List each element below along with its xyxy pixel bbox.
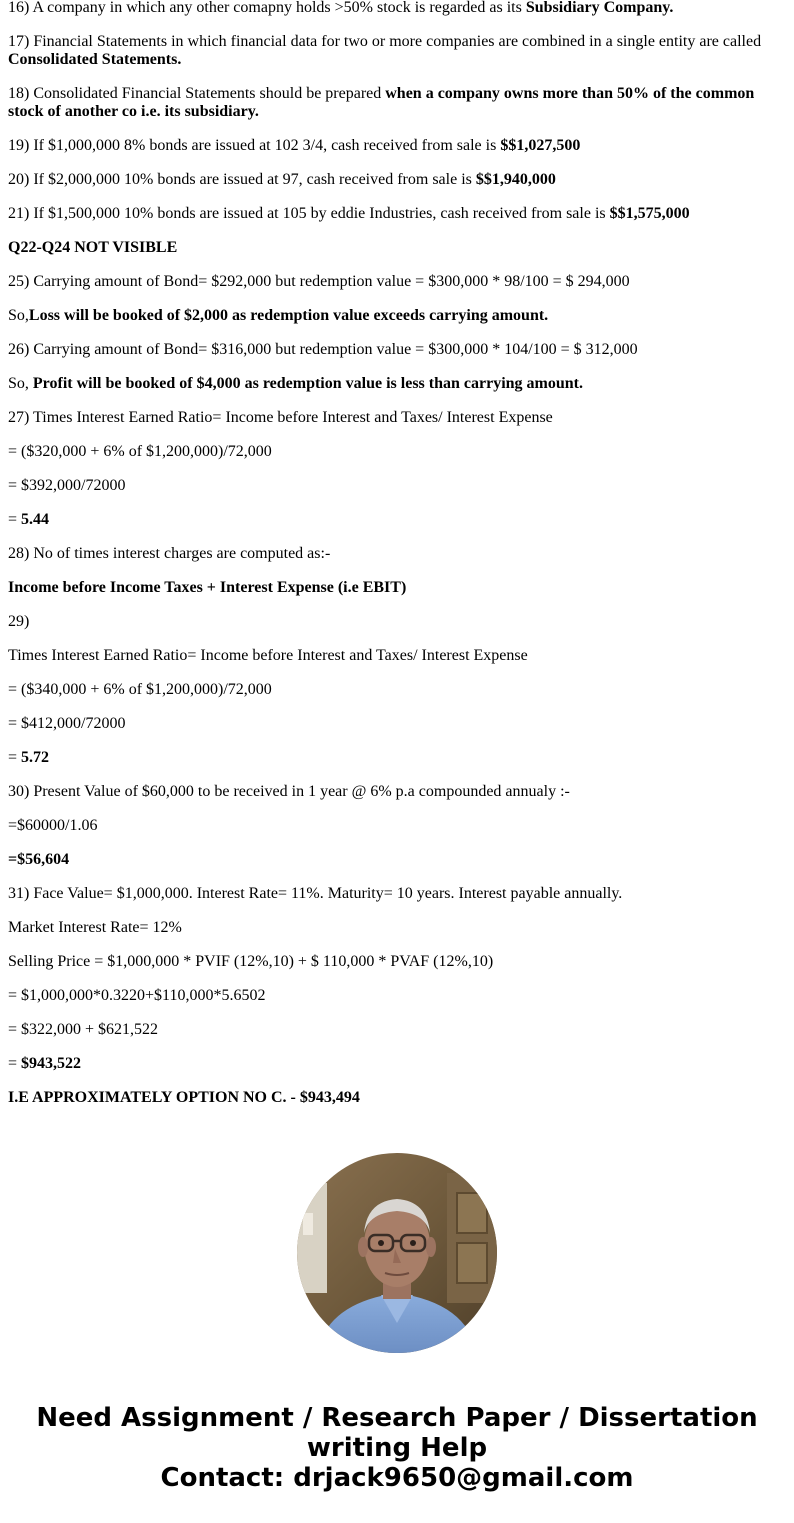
answer-text: 31) Face Value= $1,000,000. Interest Rate= 11%. Maturity= 10 years. Interest payable annually. — [8, 885, 623, 902]
answer-bold-text: 5.44 — [21, 511, 50, 528]
answer-text: Times Interest Earned Ratio= Income before Interest and Taxes/ Interest Expense — [8, 647, 528, 664]
answer-bold-text: =$56,604 — [8, 851, 70, 868]
answer-text: = — [8, 749, 22, 766]
answer-paragraph — [8, 443, 778, 461]
answer-bold-text: 5.72 — [21, 749, 50, 766]
answer-bold-text: $$1,940,000 — [475, 171, 556, 188]
footer-contact — [0, 1403, 794, 1493]
footer-line-3: Contact: drjack9650@gmail.com — [160, 1463, 634, 1493]
answer-bold-text: I.E APPROXIMATELY OPTION NO C. - $943,494 — [8, 1089, 360, 1106]
answer-paragraph — [8, 409, 778, 427]
answer-text: = — [8, 1055, 22, 1072]
answer-paragraph — [8, 341, 778, 359]
answer-text: = $392,000/72000 — [8, 477, 126, 494]
answer-paragraph — [8, 171, 778, 189]
answer-paragraph — [8, 205, 778, 223]
footer-line-2: writing Help — [306, 1433, 488, 1463]
answer-paragraph — [8, 715, 778, 733]
answer-paragraph — [8, 749, 778, 767]
answer-paragraph — [8, 85, 778, 121]
answer-text: So, — [8, 307, 29, 324]
answer-text: 17) Financial Statements in which financial data for two or more companies are combined in a single entity are called — [8, 33, 762, 50]
answer-text: 27) Times Interest Earned Ratio= Income before Interest and Taxes/ Interest Expense — [8, 409, 553, 426]
answer-text: 30) Present Value of $60,000 to be received in 1 year @ 6% p.a compounded annualy :- — [8, 783, 570, 800]
answer-paragraph — [8, 307, 778, 325]
answer-text: = ($320,000 + 6% of $1,200,000)/72,000 — [8, 443, 272, 460]
answer-paragraph — [8, 511, 778, 529]
answer-text: 26) Carrying amount of Bond= $316,000 but redemption value = $300,000 * 104/100 = $ 312,000 — [8, 341, 638, 358]
answer-paragraph — [8, 579, 778, 597]
answer-bold-text: Profit will be booked of $4,000 as redemption value is less than carrying amount. — [32, 375, 583, 392]
answer-paragraph — [8, 273, 778, 291]
answer-paragraph — [8, 817, 778, 835]
answer-paragraph — [8, 613, 778, 631]
answer-bold-text: Consolidated Statements. — [8, 51, 182, 68]
answer-text: 18) Consolidated Financial Statements should be prepared — [8, 85, 386, 102]
answer-text: = $1,000,000*0.3220+$110,000*5.6502 — [8, 987, 266, 1004]
answer-paragraph — [8, 1021, 778, 1039]
answer-paragraph — [8, 239, 778, 257]
answer-bold-text: $$1,575,000 — [609, 205, 690, 222]
answer-text: = $412,000/72000 — [8, 715, 126, 732]
answer-text: 25) Carrying amount of Bond= $292,000 but redemption value = $300,000 * 98/100 = $ 294,000 — [8, 273, 630, 290]
answer-text: =$60000/1.06 — [8, 817, 98, 834]
answer-bold-text: Loss will be booked of $2,000 as redemption value exceeds carrying amount. — [28, 307, 549, 324]
answer-bold-text: Subsidiary Company. — [525, 0, 674, 16]
answer-text: = $322,000 + $621,522 — [8, 1021, 159, 1038]
answer-paragraph — [8, 987, 778, 1005]
answer-paragraph — [8, 851, 778, 869]
answer-bold-text: Q22-Q24 NOT VISIBLE — [8, 239, 178, 256]
answer-paragraph — [8, 783, 778, 801]
answer-bold-text: Income before Income Taxes + Interest Expense (i.e EBIT) — [8, 579, 407, 596]
author-avatar — [297, 1153, 497, 1353]
answer-text: 21) If $1,500,000 10% bonds are issued at 105 by eddie Industries, cash received from sale is — [8, 205, 610, 222]
answer-paragraph — [8, 477, 778, 495]
answer-list — [8, 0, 778, 1123]
answer-text: 28) No of times interest charges are computed as:- — [8, 545, 331, 562]
answer-text: Selling Price = $1,000,000 * PVIF (12%,10) + $ 110,000 * PVAF (12%,10) — [8, 953, 494, 970]
answer-text: 20) If $2,000,000 10% bonds are issued at 97, cash received from sale is — [8, 171, 476, 188]
answer-paragraph — [8, 375, 778, 393]
answer-text: 19) If $1,000,000 8% bonds are issued at 102 3/4, cash received from sale is — [8, 137, 501, 154]
answer-paragraph — [8, 545, 778, 563]
author-photo-icon — [297, 1153, 497, 1353]
answer-paragraph — [8, 647, 778, 665]
answer-bold-text: $$1,027,500 — [500, 137, 581, 154]
answer-paragraph — [8, 953, 778, 971]
answer-text: Market Interest Rate= 12% — [8, 919, 182, 936]
answer-text: = ($340,000 + 6% of $1,200,000)/72,000 — [8, 681, 272, 698]
answer-text: = — [8, 511, 22, 528]
answer-text: 29) — [8, 613, 30, 630]
answer-bold-text: $943,522 — [21, 1055, 82, 1072]
answer-paragraph — [8, 681, 778, 699]
answer-text: 16) A company in which any other comapny holds >50% stock is regarded as its — [8, 0, 526, 16]
answer-paragraph — [8, 919, 778, 937]
answer-bold-text: when a company owns more than 50% of the common stock of another co i.e. its subsidiary. — [8, 85, 755, 120]
answer-text: So, — [8, 375, 33, 392]
answer-paragraph — [8, 0, 778, 17]
answer-paragraph — [8, 885, 778, 903]
answer-paragraph — [8, 1089, 778, 1107]
footer-line-1: Need Assignment / Research Paper / Dissertation — [36, 1403, 758, 1433]
answer-paragraph — [8, 137, 778, 155]
answer-paragraph — [8, 33, 778, 69]
answer-paragraph — [8, 1055, 778, 1073]
